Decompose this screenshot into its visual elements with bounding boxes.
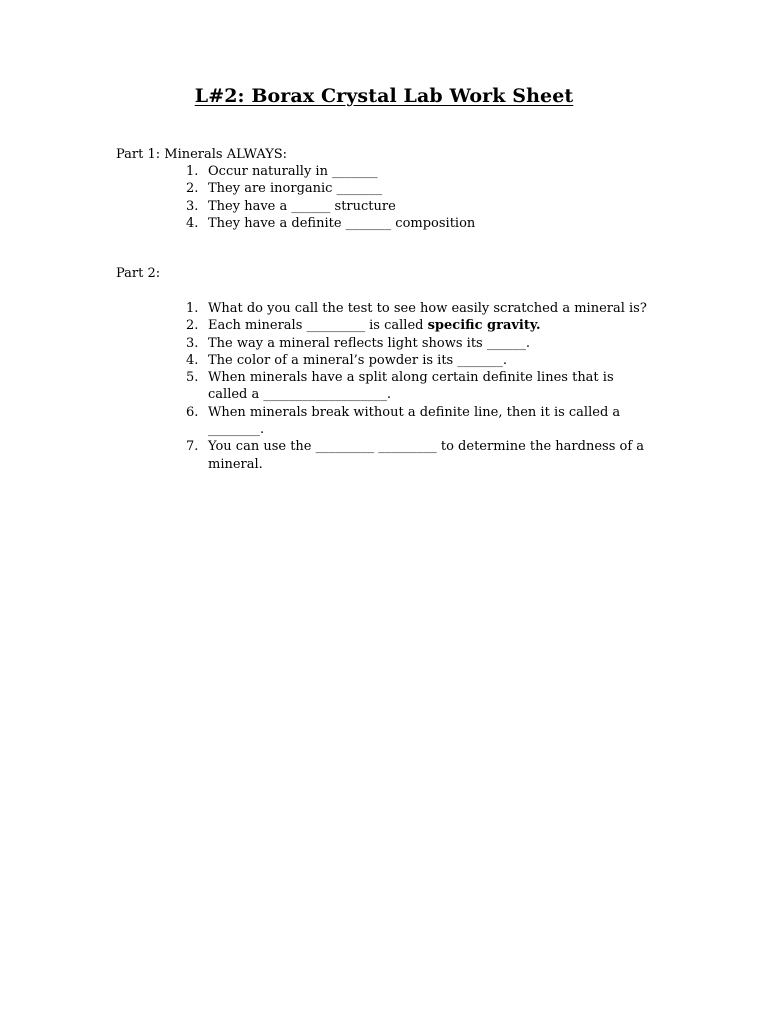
part1-heading: Part 1: Minerals ALWAYS: [116, 147, 288, 162]
item-text: They are inorganic _______ [208, 181, 383, 197]
item-number: 7. [186, 439, 199, 455]
item-number: 2. [186, 318, 199, 334]
item-text-bold: specific gravity. [427, 318, 541, 334]
item-number: 3. [186, 198, 199, 214]
page-title: L#2: Borax Crystal Lab Work Sheet [194, 85, 574, 107]
item-text: They have a ______ structure [208, 198, 396, 214]
item-text-plain: Each minerals _________ is called [208, 318, 428, 334]
item-number: 4. [186, 352, 199, 368]
item-text [208, 369, 648, 404]
item-text [208, 438, 648, 473]
item-text-line2: ________. [208, 422, 265, 438]
item-number: 2. [186, 181, 199, 197]
item-number: 4. [186, 215, 199, 231]
item-text: The color of a mineral’s powder is its _______. [208, 352, 507, 368]
item-text-line1: When minerals have a split along certain definite lines that is [208, 370, 614, 386]
item-text: Occur naturally in _______ [208, 164, 378, 179]
item-number: 6. [186, 404, 199, 420]
item-text: They have a definite _______ composition [208, 215, 476, 231]
item-number: 5. [186, 370, 199, 386]
item-text-line2: called a ___________________. [208, 387, 392, 403]
item-text [208, 317, 648, 334]
item-text-line1: You can use the _________ _________ to determine the hardness of a [208, 439, 645, 455]
item-number: 1. [186, 164, 199, 179]
item-text [208, 404, 648, 439]
part2-heading: Part 2: [116, 266, 161, 281]
item-text-line2: mineral. [208, 456, 263, 472]
item-number: 3. [186, 335, 199, 351]
item-text: The way a mineral reflects light shows its ______. [208, 335, 530, 351]
item-text: What do you call the test to see how easily scratched a mineral is? [208, 301, 647, 316]
item-text-line1: When minerals break without a definite line, then it is called a [208, 404, 621, 420]
item-number: 1. [186, 301, 199, 316]
